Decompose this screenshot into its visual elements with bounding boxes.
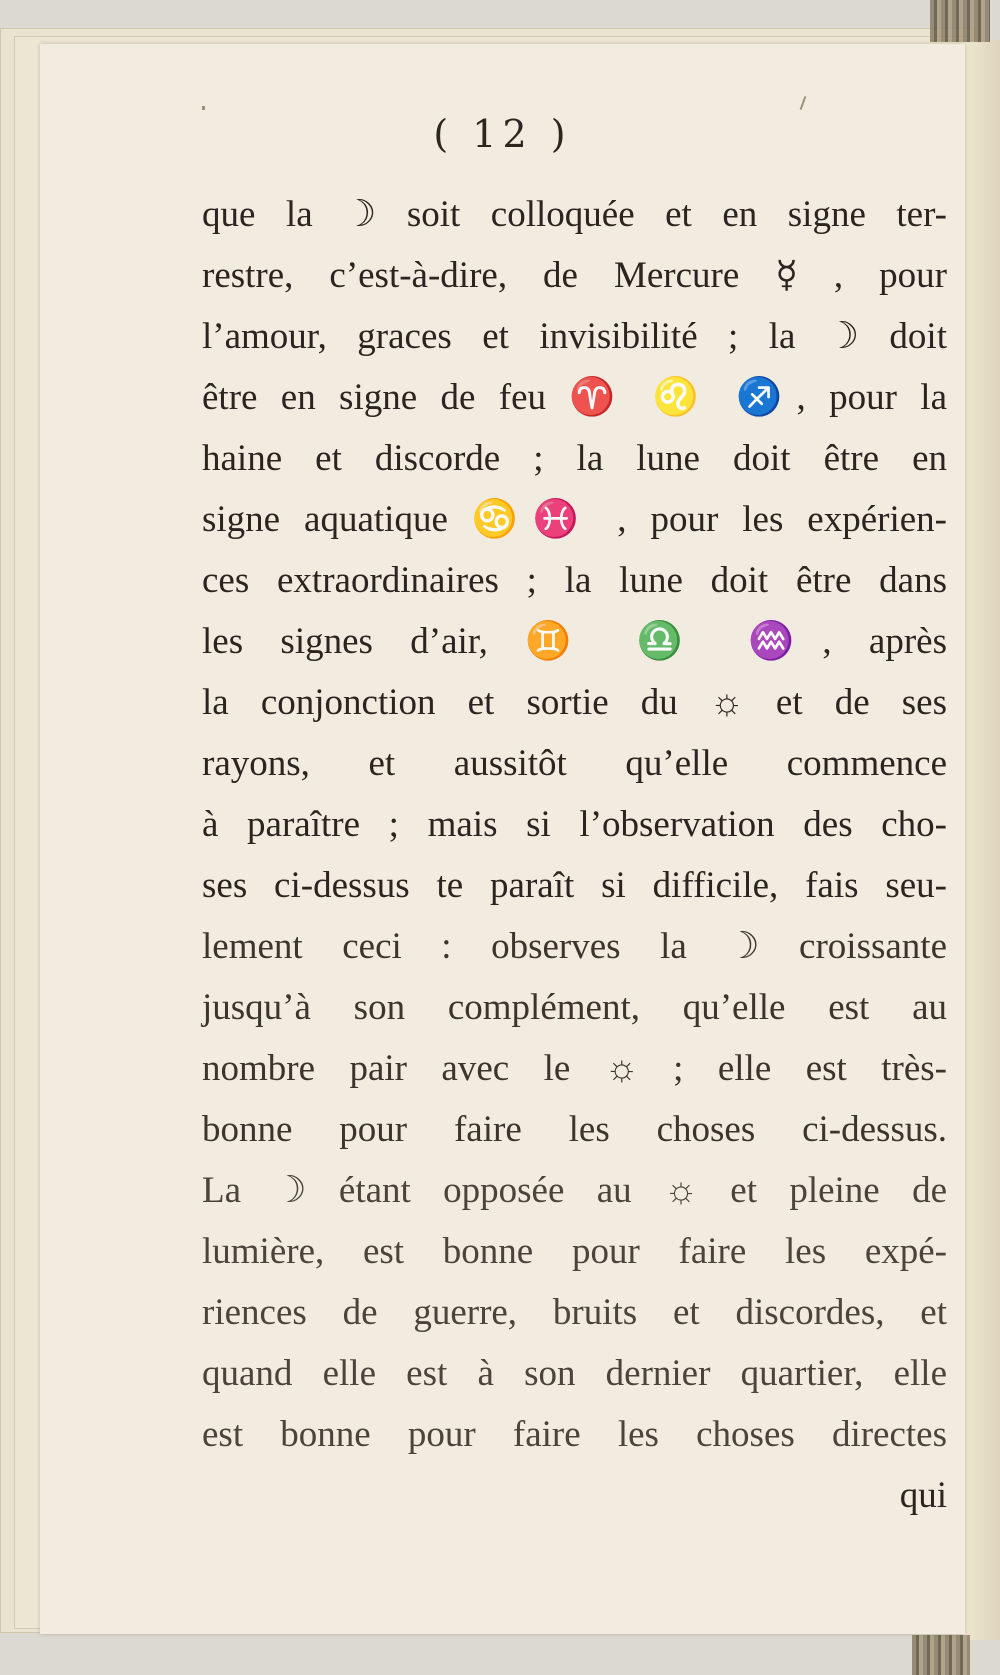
text-line: nombre pair avec le ☼ ; elle est très- bbox=[202, 1048, 947, 1089]
binding-thread-bottom bbox=[912, 1635, 970, 1675]
text-line: être en signe de feu ♈ ♌ ♐, pour la bbox=[202, 377, 947, 418]
text-line: est bonne pour faire les choses directes bbox=[202, 1414, 947, 1455]
page-number: ( 12 ) bbox=[433, 112, 572, 156]
text-line: quand elle est à son dernier quartier, elle bbox=[202, 1353, 947, 1394]
book-page bbox=[40, 44, 965, 1634]
text-line: ses ci-dessus te paraît si difficile, fais seu- bbox=[202, 865, 947, 906]
text-line: signe aquatique ♋♓ , pour les expérien- bbox=[202, 499, 947, 540]
catchword: qui bbox=[899, 1475, 947, 1516]
ink-speck bbox=[202, 106, 205, 110]
text-line: à paraître ; mais si l’observation des cho- bbox=[202, 804, 947, 845]
text-line: l’amour, graces et invisibilité ; la ☽ doit bbox=[202, 316, 947, 357]
text-line: restre, c’est-à-dire, de Mercure ☿ , pour bbox=[202, 255, 947, 296]
binding-thread-top bbox=[930, 0, 990, 42]
text-line: la conjonction et sortie du ☼ et de ses bbox=[202, 682, 947, 723]
text-line: que la ☽ soit colloquée et en signe ter- bbox=[202, 194, 947, 235]
body-text bbox=[202, 184, 947, 1526]
text-line: les signes d’air, ♊ ♎ ♒, après bbox=[202, 621, 947, 662]
right-page-edge bbox=[962, 40, 1000, 1640]
text-line: bonne pour faire les choses ci-dessus. bbox=[202, 1109, 947, 1150]
text-line: ces extraordinaires ; la lune doit être dans bbox=[202, 560, 947, 601]
text-line: lement ceci : observes la ☽ croissante bbox=[202, 926, 947, 967]
ink-speck bbox=[800, 96, 807, 110]
text-line: haine et discorde ; la lune doit être en bbox=[202, 438, 947, 479]
text-line: rayons, et aussitôt qu’elle commence bbox=[202, 743, 947, 784]
text-line: La ☽ étant opposée au ☼ et pleine de bbox=[202, 1170, 947, 1211]
text-line: riences de guerre, bruits et discordes, et bbox=[202, 1292, 947, 1333]
text-line: lumière, est bonne pour faire les expé- bbox=[202, 1231, 947, 1272]
text-line: jusqu’à son complément, qu’elle est au bbox=[202, 987, 947, 1028]
